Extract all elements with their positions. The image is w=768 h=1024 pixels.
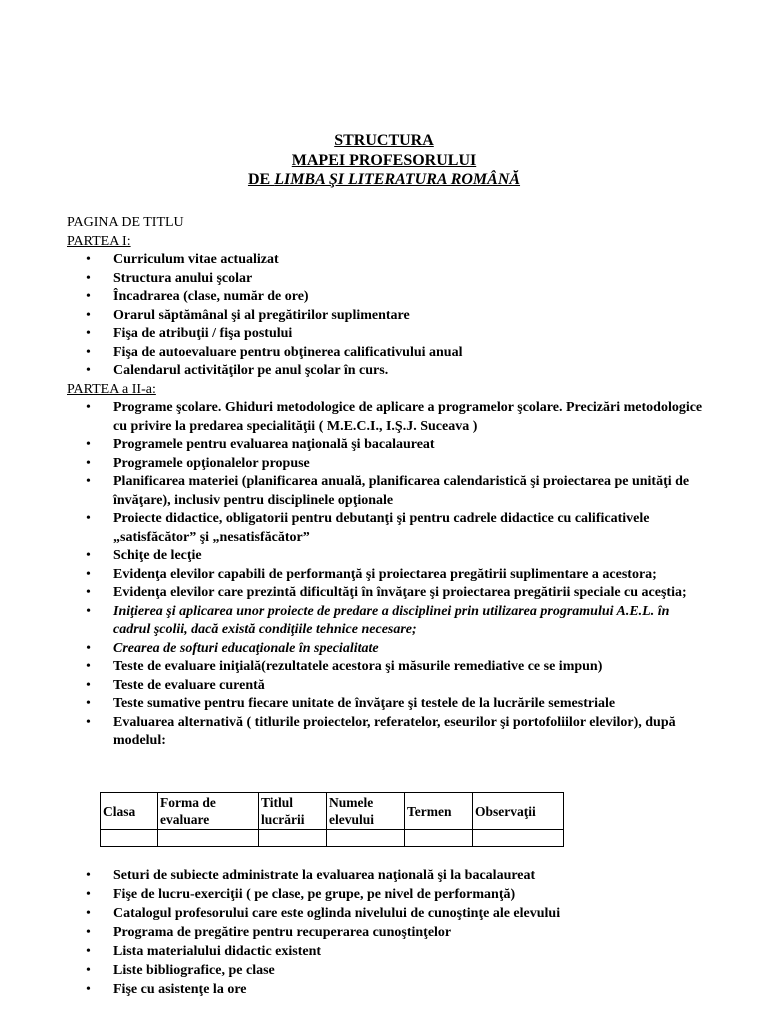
list-item-text: Încadrarea (clase, număr de ore)	[113, 289, 309, 304]
list-item	[67, 584, 707, 603]
bullet-icon: •	[86, 437, 91, 452]
list-item	[67, 923, 707, 942]
list-item-text: Calendarul activităţilor pe anul şcolar în curs.	[113, 363, 389, 378]
bullet-icon: •	[86, 659, 91, 674]
table-cell	[259, 830, 327, 847]
list-item-text: Proiecte didactice, obligatorii pentru debutanţi şi pentru cadrele didactice cu calificativele „satisfăcător” şi „nesatisfăcător”	[113, 511, 650, 545]
bullet-icon: •	[86, 270, 91, 286]
list-item-text: Structura anului şcolar	[113, 270, 253, 286]
list-item	[67, 866, 707, 885]
list-item-text: Fişe de lucru-exerciţii ( pe clase, pe grupe, pe nivel de performanţă)	[113, 887, 516, 902]
title-line-3-prefix: DE	[247, 171, 275, 188]
list-item	[67, 603, 707, 640]
table-header-cell: Termen	[405, 793, 473, 830]
bullet-icon: •	[86, 307, 91, 323]
table-row	[101, 830, 564, 847]
list-item	[67, 714, 707, 751]
list-item	[67, 436, 707, 455]
bullet-icon: •	[86, 925, 91, 940]
list-item	[67, 270, 707, 289]
document-title	[0, 131, 768, 190]
list-item	[67, 455, 707, 474]
title-line-3-italic: LIMBA ŞI LITERATURA ROMÂNĂ	[274, 171, 521, 188]
content-section-2	[67, 866, 707, 999]
list-item	[67, 885, 707, 904]
list-item	[67, 566, 707, 585]
table-cell	[405, 830, 473, 847]
bullet-icon: •	[86, 640, 91, 656]
list-item	[67, 640, 707, 659]
title-line-1: STRUCTURA	[334, 132, 434, 149]
table-cell	[473, 830, 564, 847]
list-item	[67, 677, 707, 696]
part2-list	[67, 399, 707, 751]
list-item-text: Programa de pregătire pentru recuperarea cunoştinţelor	[113, 925, 452, 940]
bullet-icon: •	[86, 566, 91, 582]
list-item-text: Curriculum vitae actualizat	[113, 252, 279, 267]
list-item-text: Iniţierea şi aplicarea unor proiecte de predare a disciplinei prin utilizarea programului A.E.L. în cadrul şcolii, dacă există condiţiile tehnice necesare;	[113, 603, 670, 637]
list-item-text: Orarul săptămânal şi al pregătirilor suplimentare	[113, 307, 410, 323]
bullet-icon: •	[86, 344, 91, 360]
list-item-text: Teste de evaluare iniţială(rezultatele acestora şi măsurile remediative ce se impun)	[113, 659, 603, 674]
title-line-3	[0, 170, 768, 190]
bullet-icon: •	[86, 887, 91, 902]
list-item-text: Teste de evaluare curentă	[113, 677, 265, 693]
table-cell	[101, 830, 158, 847]
bullet-icon: •	[86, 548, 91, 563]
list-item-text: Programele pentru evaluarea naţională şi bacalaureat	[113, 437, 435, 452]
list-item-text: Fişe cu asistenţe la ore	[113, 982, 247, 997]
list-item	[67, 344, 707, 363]
bullet-icon: •	[86, 714, 91, 730]
part2-heading: PARTEA a II-a:	[67, 381, 156, 397]
title-page-label: PAGINA DE TITLU	[67, 215, 184, 230]
list-item	[67, 307, 707, 326]
list-item-text: Evidenţa elevilor care prezintă dificultăţi în învăţare şi proiectarea pregătirii speciale cu aceştia;	[113, 585, 687, 600]
bullet-icon: •	[86, 963, 91, 978]
part1-heading: PARTEA I:	[67, 233, 131, 249]
list-item	[67, 658, 707, 677]
bullet-icon: •	[86, 326, 91, 341]
list-item-text: Fişa de atribuţii / fişa postului	[113, 326, 293, 341]
list-item	[67, 904, 707, 923]
part3-list	[67, 866, 707, 999]
table-header-cell: Forma de evaluare	[158, 793, 259, 830]
list-item	[67, 399, 707, 436]
list-item	[67, 980, 707, 999]
list-item	[67, 288, 707, 307]
title-line-2: MAPEI PROFESORULUI	[291, 151, 477, 169]
list-item	[67, 510, 707, 547]
list-item-text: Programele opţionalelor propuse	[113, 455, 310, 471]
list-item-text: Lista materialului didactic existent	[113, 944, 322, 959]
bullet-icon: •	[86, 677, 91, 693]
list-item	[67, 547, 707, 566]
bullet-icon: •	[86, 455, 91, 471]
list-item-text: Teste sumative pentru fiecare unitate de învăţare şi testele de la lucrările semestriale	[113, 696, 616, 711]
list-item	[67, 942, 707, 961]
table-cell	[327, 830, 405, 847]
list-item	[67, 961, 707, 980]
table-cell	[158, 830, 259, 847]
list-item-text: Seturi de subiecte administrate la evaluarea naţională şi la bacalaureat	[113, 868, 536, 883]
bullet-icon: •	[86, 511, 91, 526]
list-item-text: Evidenţa elevilor capabili de performanţă şi proiectarea pregătirii suplimentare a acestora;	[113, 566, 657, 582]
list-item-text: Programe şcolare. Ghiduri metodologice de aplicare a programelor şcolare. Precizări metodologice cu privire la predarea specialităţii ( M.E.C.I., I.Ş.J. Suceava )	[113, 400, 703, 434]
bullet-icon: •	[86, 585, 91, 600]
list-item-text: Catalogul profesorului care este oglinda nivelului de cunoştinţe ale elevului	[113, 906, 561, 921]
bullet-icon: •	[86, 982, 91, 997]
list-item-text: Schiţe de lecţie	[113, 548, 202, 563]
list-item-text: Liste bibliografice, pe clase	[113, 963, 275, 978]
bullet-icon: •	[86, 696, 91, 711]
bullet-icon: •	[86, 603, 91, 619]
list-item	[67, 362, 707, 381]
bullet-icon: •	[86, 474, 91, 489]
bullet-icon: •	[86, 289, 91, 304]
part1-list	[67, 251, 707, 381]
list-item-text: Evaluarea alternativă ( titlurile proiectelor, referatelor, eseurilor şi portofoliilor elevilor), după modelul:	[113, 714, 676, 748]
bullet-icon: •	[86, 868, 91, 883]
list-item	[67, 251, 707, 270]
list-item	[67, 325, 707, 344]
table-header-cell: Numele elevului	[327, 793, 405, 830]
bullet-icon: •	[86, 363, 91, 378]
content-section-1	[67, 214, 707, 751]
list-item	[67, 695, 707, 714]
bullet-icon: •	[86, 252, 91, 267]
bullet-icon: •	[86, 906, 91, 921]
list-item-text: Fişa de autoevaluare pentru obţinerea calificativului anual	[113, 344, 463, 360]
bullet-icon: •	[86, 400, 91, 415]
table-header-cell: Titlul lucrării	[259, 793, 327, 830]
bullet-icon: •	[86, 944, 91, 959]
table-header-cell: Clasa	[101, 793, 158, 830]
list-item-text: Crearea de softuri educaţionale în specialitate	[113, 640, 379, 656]
evaluation-model-table	[100, 792, 564, 847]
list-item	[67, 473, 707, 510]
table-header-cell: Observaţii	[473, 793, 564, 830]
table-header-row	[101, 793, 564, 830]
list-item-text: Planificarea materiei (planificarea anuală, planificarea calendaristică şi proiectarea pe unităţi de învăţare), inclusiv pentru disciplinele opţionale	[113, 474, 690, 508]
